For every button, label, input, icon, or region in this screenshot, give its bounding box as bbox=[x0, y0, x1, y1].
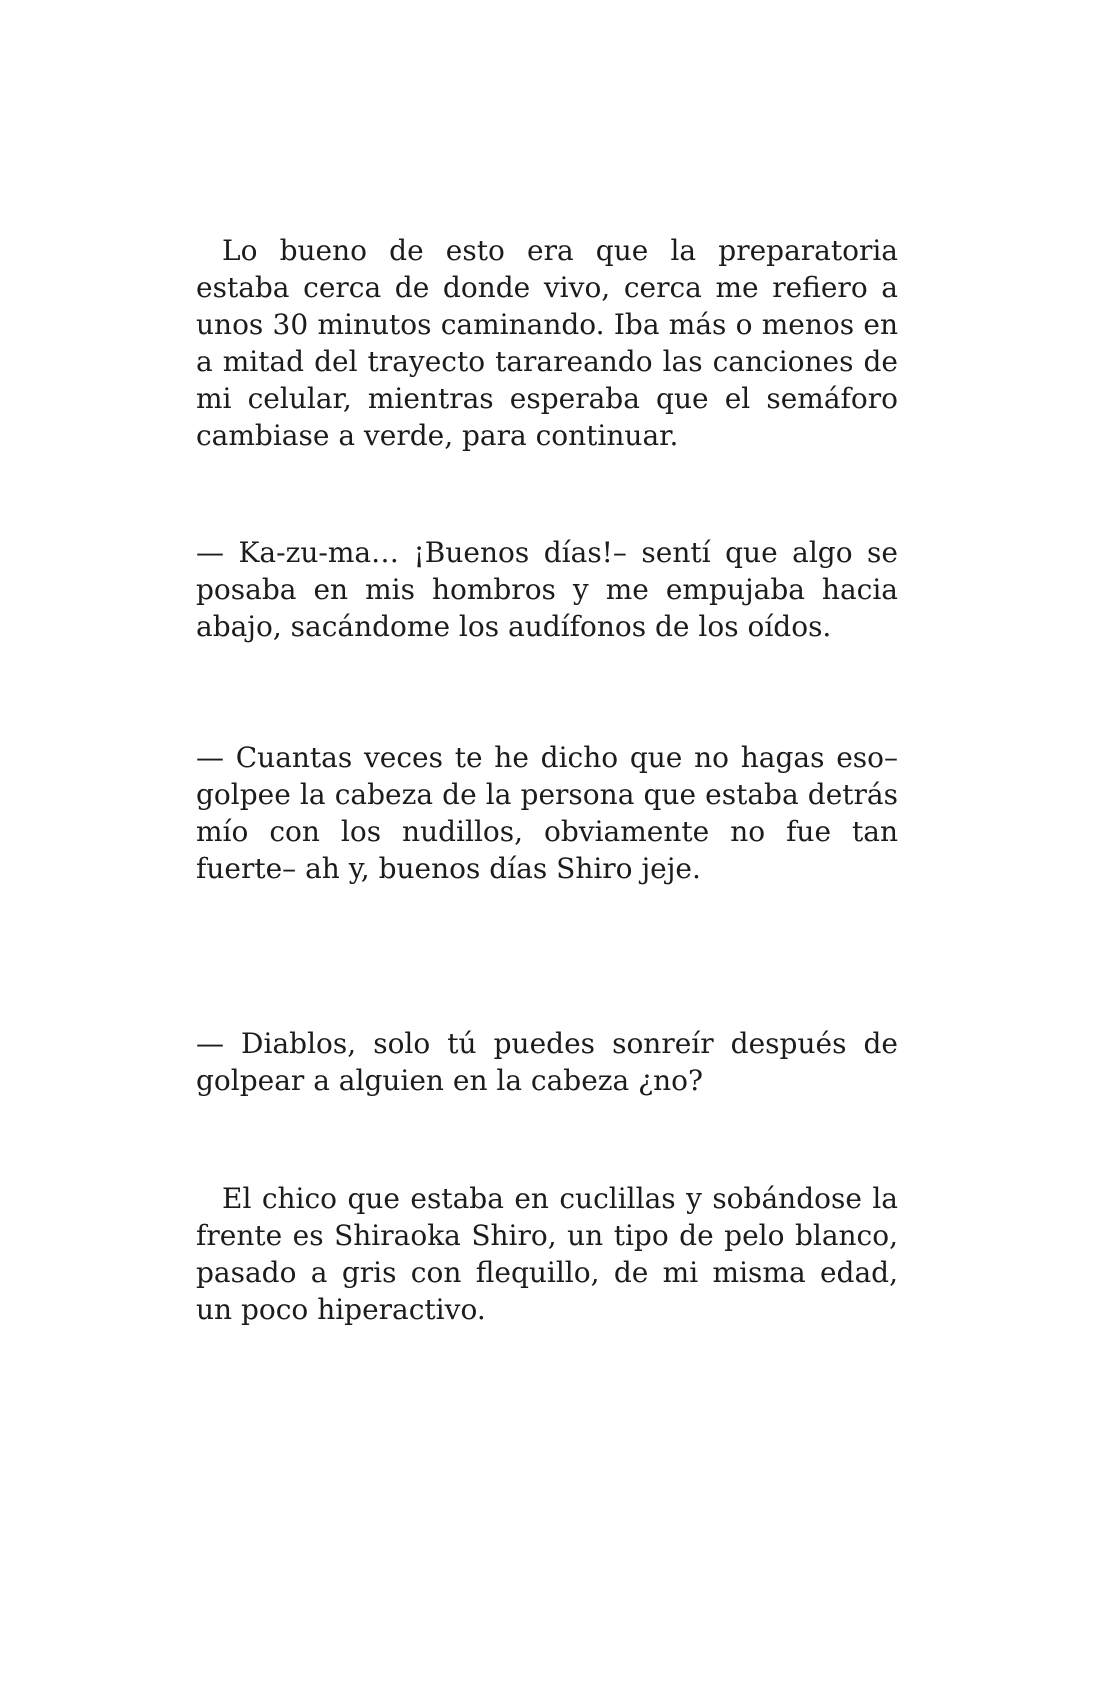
paragraph-narration-walk: Lo bueno de esto era que la preparatoria estaba cerca de donde vivo, cerca me refiero a unos 30 minutos caminando. Iba más o menos en a mitad del trayecto tarareando las canciones de mi celular, mientras esperaba que el semáforo cambiase a verde, para continuar. bbox=[196, 234, 898, 452]
paragraph-narration-shiro: El chico que estaba en cuclillas y sobándose la frente es Shiraoka Shiro, un tipo de pelo blanco, pasado a gris con flequillo, de mi misma edad, un poco hiperactivo. bbox=[196, 1182, 898, 1326]
paragraph-dialogue-greeting: — Ka-zu-ma… ¡Buenos días!– sentí que algo se posaba en mis hombros y me empujaba hacia abajo, sacándome los audífonos de los oídos. bbox=[196, 536, 898, 643]
paragraph-dialogue-reply: — Cuantas veces te he dicho que no hagas eso– golpee la cabeza de la persona que estaba detrás mío con los nudillos, obviamente no fue tan fuerte– ah y, buenos días Shiro jeje. bbox=[196, 741, 898, 885]
paragraph-dialogue-complaint: — Diablos, solo tú puedes sonreír después de golpear a alguien en la cabeza ¿no? bbox=[196, 1027, 898, 1097]
